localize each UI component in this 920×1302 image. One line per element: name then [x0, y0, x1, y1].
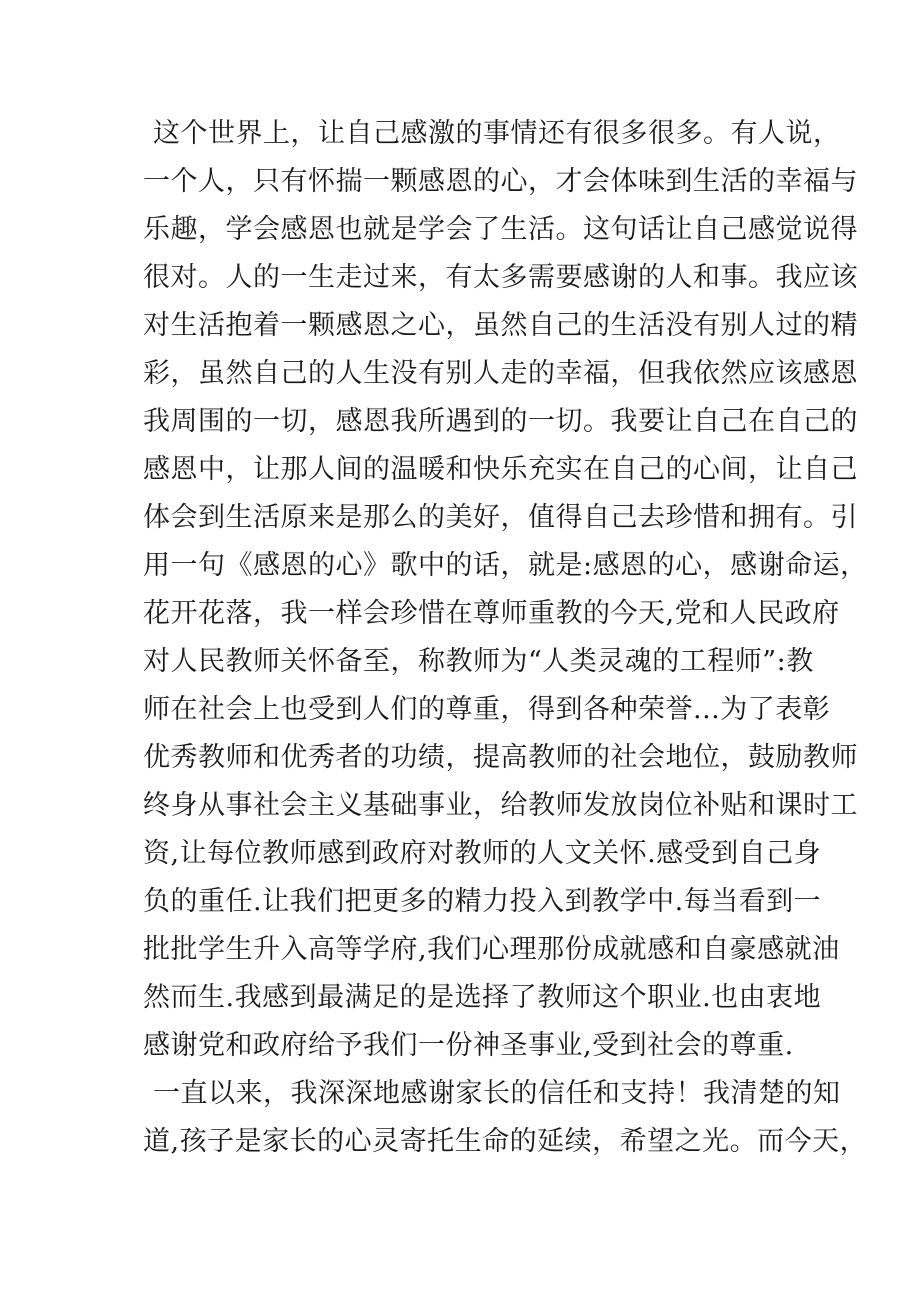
- text-line-1: 这个世界上，让自己感激的事情还有很多很多。有人说，: [153, 118, 841, 149]
- text-line-22: 道,孩子是家长的心灵寄托生命的延续，希望之光。而今天，: [143, 1126, 868, 1157]
- text-line-9: 体会到生活原来是那么的美好，值得自己去珍惜和拥有。引: [143, 502, 858, 533]
- text-line-19: 然而生.我感到最满足的是选择了教师这个职业.也由衷地: [143, 982, 822, 1013]
- text-line-8: 感恩中，让那人间的温暖和快乐充实在自己的心间，让自己: [143, 454, 858, 485]
- text-line-10: 用一句《感恩的心》歌中的话，就是:感恩的心，感谢命运，: [143, 550, 868, 581]
- text-line-21: 一直以来，我深深地感谢家长的信任和支持！我清楚的知: [153, 1078, 841, 1109]
- text-line-11: 花开花落，我一样会珍惜在尊师重教的今天,党和人民政府: [143, 598, 840, 629]
- text-line-3: 乐趣，学会感恩也就是学会了生活。这句话让自己感觉说得: [143, 214, 858, 245]
- text-line-5: 对生活抱着一颗感恩之心，虽然自己的生活没有别人过的精: [143, 310, 858, 341]
- text-line-13: 师在社会上也受到人们的尊重，得到各种荣誉...为了表彰: [143, 694, 831, 725]
- text-line-17: 负的重任.让我们把更多的精力投入到教学中.每当看到一: [143, 886, 822, 917]
- text-line-4: 很对。人的一生走过来，有太多需要感谢的人和事。我应该: [143, 262, 858, 293]
- text-line-14: 优秀教师和优秀者的功绩，提高教师的社会地位，鼓励教师: [143, 742, 858, 773]
- text-line-7: 我周围的一切，感恩我所遇到的一切。我要让自己在自己的: [143, 406, 858, 437]
- text-line-20: 感谢党和政府给予我们一份神圣事业,受到社会的尊重.: [143, 1030, 794, 1061]
- text-line-18: 批批学生升入高等学府,我们心理那份成就感和自豪感就油: [143, 934, 840, 965]
- text-line-16: 资,让每位教师感到政府对教师的人文关怀.感受到自己身: [143, 838, 822, 869]
- text-line-12: 对人民教师关怀备至，称教师为“人类灵魂的工程师”:教: [143, 646, 814, 677]
- text-line-6: 彩，虽然自己的人生没有别人走的幸福，但我依然应该感恩: [143, 358, 858, 389]
- text-line-15: 终身从事社会主义基础事业，给教师发放岗位补贴和课时工: [143, 790, 858, 821]
- text-line-2: 一个人，只有怀揣一颗感恩的心，才会体味到生活的幸福与: [143, 166, 858, 197]
